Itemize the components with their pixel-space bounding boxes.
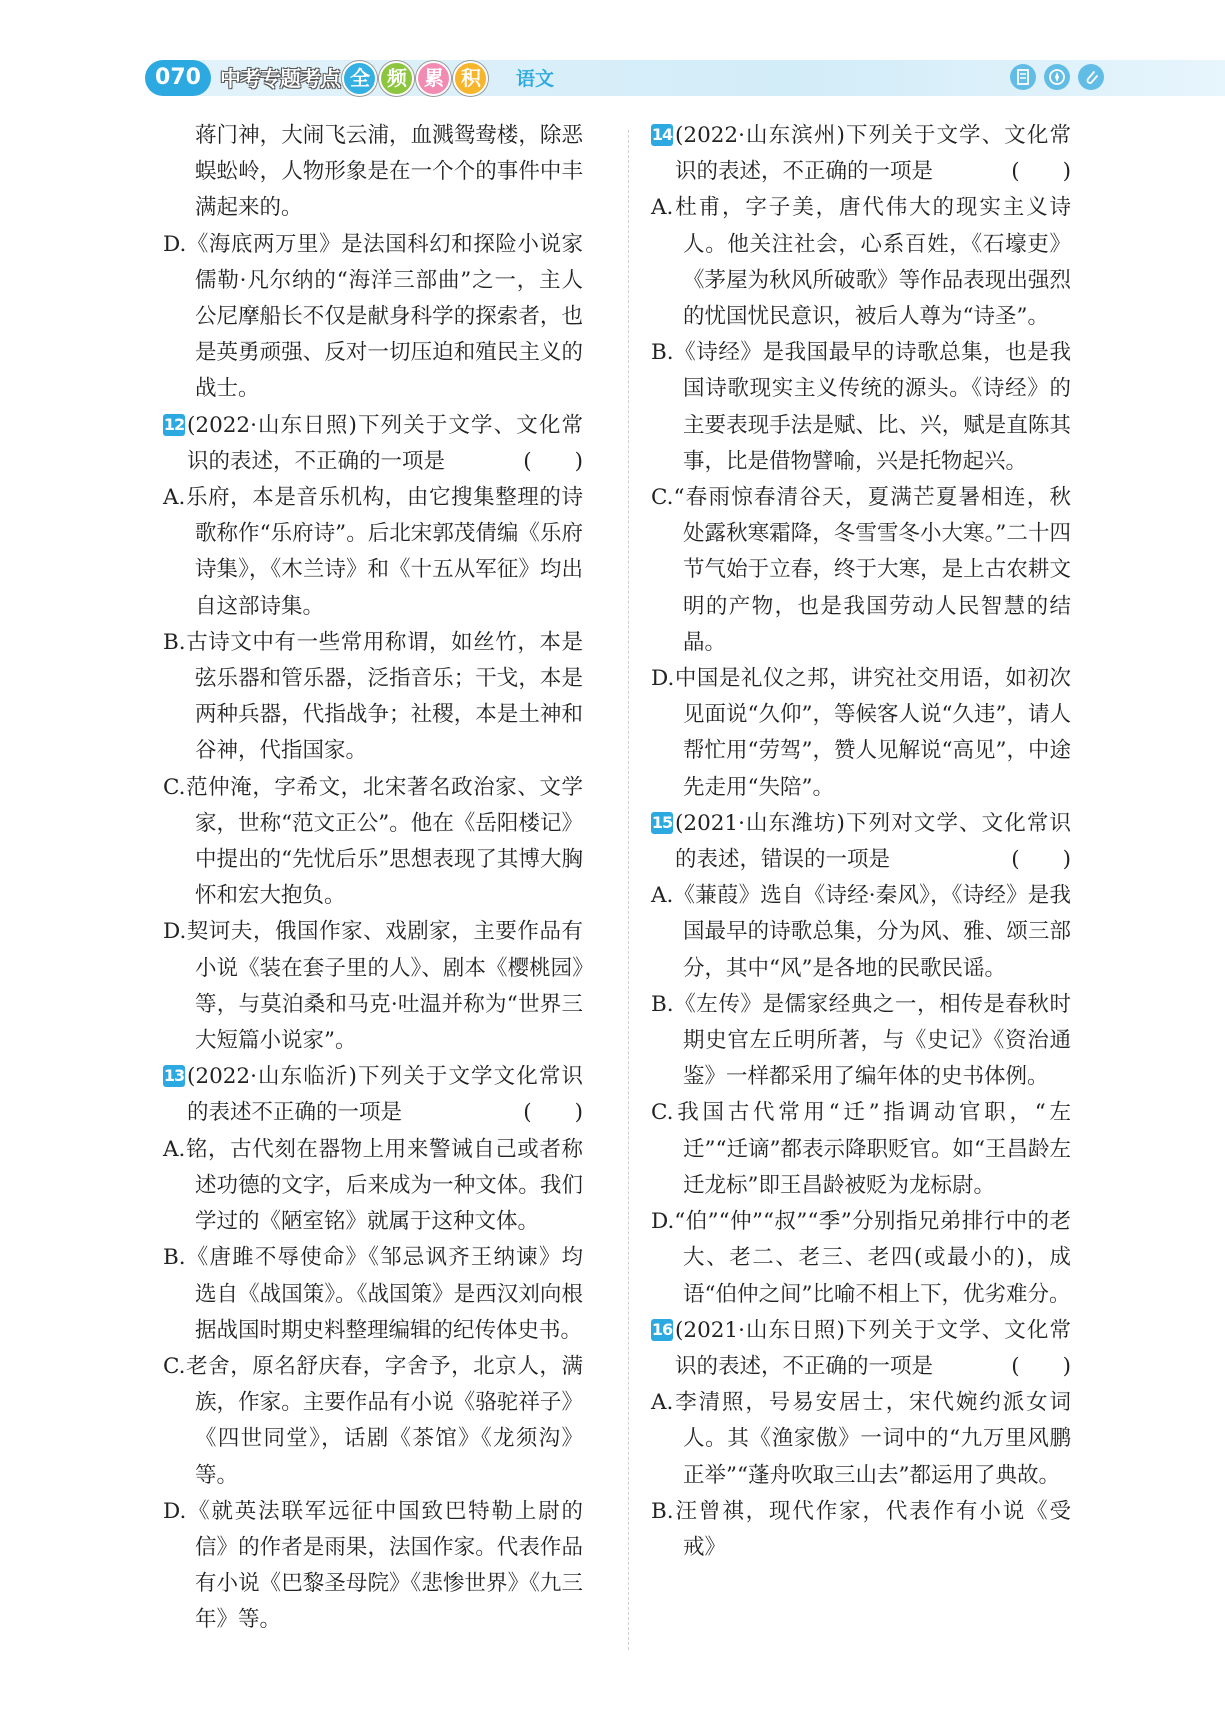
q12-option-c: C.范仲淹，字希文，北宋著名政治家、文学家，世称“范文正公”。他在《岳阳楼记》中提出的“先忧后乐”思想表现了其博大胸怀和宏大抱负。 bbox=[163, 774, 583, 909]
series-badge: 积 bbox=[453, 61, 488, 96]
q16-option-a: A.李清照，号易安居士，宋代婉约派女词人。其《渔家傲》一词中的“九万里风鹏正举”“蓬舟吹取三山去”都运用了典故。 bbox=[651, 1390, 1071, 1488]
compass-icon bbox=[1044, 64, 1070, 90]
answer-blank: ( ) bbox=[1011, 1353, 1071, 1379]
q15-option-d: D.“伯”“仲”“叔”“季”分别指兄弟排行中的老大、老二、老三、老四(或最小的)，成语“伯仲之间”比喻不相上下，优劣难分。 bbox=[651, 1209, 1071, 1307]
q12-option-d: D.契诃夫，俄国作家、戏剧家，主要作品有小说《装在套子里的人》、剧本《樱桃园》等，与莫泊桑和马克·吐温并称为“世界三大短篇小说家”。 bbox=[163, 919, 583, 1054]
page-number: 070 bbox=[145, 60, 211, 96]
answer-blank: ( ) bbox=[1011, 159, 1071, 185]
question-number: 15 bbox=[651, 812, 673, 832]
q14-option-b: B.《诗经》是我国最早的诗歌总集，也是我国诗歌现实主义传统的源头。《诗经》的主要表现手法是赋、比、兴，赋是直陈其事，比是借物譬喻，兴是托物起兴。 bbox=[651, 340, 1071, 474]
series-badge: 累 bbox=[416, 61, 451, 96]
q14-option-a: A.杜甫，字子美，唐代伟大的现实主义诗人。他关注社会，心系百姓，《石壕吏》《茅屋为秋风所破歌》等作品表现出强烈的忧国忧民意识，被后人尊为“诗圣”。 bbox=[651, 195, 1071, 330]
q13-option-b: B.《唐雎不辱使命》《邹忌讽齐王纳谏》均选自《战国策》。《战国策》是西汉刘向根据战国时期史料整理编辑的纪传体史书。 bbox=[163, 1245, 583, 1343]
q16-stem: 16 (2021·山东日照)下列关于文学、文化常识的表述，不正确的一项是 ( ) bbox=[651, 1313, 1071, 1385]
q11-option-d: D.《海底两万里》是法国科幻和探险小说家儒勒·凡尔纳的“海洋三部曲”之一，主人公尼摩船长不仅是献身科学的探索者，也是英勇顽强、反对一切压迫和殖民主义的战士。 bbox=[163, 231, 583, 402]
q16-option-b: B.汪曾祺，现代作家，代表作有小说《受戒》 bbox=[651, 1498, 1071, 1560]
q13-option-d: D.《就英法联军远征中国致巴特勒上尉的信》的作者是雨果，法国作家。代表作品有小说《巴黎圣母院》《悲惨世界》《九三年》等。 bbox=[163, 1498, 583, 1633]
answer-blank: ( ) bbox=[1011, 847, 1071, 873]
answer-blank: ( ) bbox=[523, 448, 583, 474]
q15-option-c: C.我国古代常用“迁”指调动官职，“左迁”“迁谪”都表示降职贬官。如“王昌龄左迁龙标”即王昌龄被贬为龙标尉。 bbox=[651, 1100, 1071, 1198]
series-prefix: 中考专题考点 bbox=[220, 67, 340, 91]
question-number: 14 bbox=[651, 125, 673, 144]
right-column bbox=[651, 118, 1071, 1566]
q14-stem: 14 (2022·山东滨州)下列关于文学、文化常识的表述，不正确的一项是 ( ) bbox=[651, 118, 1071, 190]
continued-text: 蒋门神，大闹飞云浦，血溅鸳鸯楼，除恶蜈蚣岭，人物形象是在一个个的事件中丰满起来的。 bbox=[195, 123, 583, 221]
question-number: 13 bbox=[163, 1066, 185, 1086]
q12-option-a: A.乐府，本是音乐机构，由它搜集整理的诗歌称作“乐府诗”。后北宋郭茂倩编《乐府诗集》，《木兰诗》和《十五从军征》均出自这部诗集。 bbox=[163, 485, 583, 619]
q13-option-a: A.铭，古代刻在器物上用来警诫自己或者称述功德的文字，后来成为一种文体。我们学过的《陋室铭》就属于这种文体。 bbox=[163, 1136, 583, 1235]
q13-stem: 13 (2022·山东临沂)下列关于文学文化常识的表述不正确的一项是 ( ) bbox=[163, 1059, 583, 1131]
answer-blank: ( ) bbox=[523, 1100, 583, 1126]
left-column bbox=[163, 118, 583, 1639]
q14-option-d: D.中国是礼仪之邦，讲究社交用语，如初次见面说“久仰”，等候客人说“久违”，请人帮忙用“劳驾”，赞人见解说“高见”，中途先走用“失陪”。 bbox=[651, 666, 1071, 800]
q12-stem: 12 (2022·山东日照)下列关于文学、文化常识的表述，不正确的一项是 ( ) bbox=[163, 408, 583, 480]
series-badge: 全 bbox=[342, 61, 377, 96]
q15-stem: 15 (2021·山东潍坊)下列对文学、文化常识的表述，错误的一项是 ( ) bbox=[651, 806, 1071, 878]
q13-option-c: C.老舍，原名舒庆春，字舍予，北京人，满族，作家。主要作品有小说《骆驼祥子》《四世同堂》，话剧《茶馆》《龙须沟》等。 bbox=[163, 1353, 583, 1488]
question-number: 12 bbox=[163, 414, 185, 434]
paperclip-icon bbox=[1078, 64, 1104, 90]
q12-option-b: B.古诗文中有一些常用称谓，如丝竹，本是弦乐器和管乐器，泛指音乐；干戈，本是两种兵器，代指战争；社稷，本是土神和谷神，代指国家。 bbox=[163, 629, 583, 764]
series-badge: 频 bbox=[379, 61, 414, 96]
question-number: 16 bbox=[651, 1319, 673, 1339]
column-divider bbox=[628, 130, 629, 1650]
q15-option-a: A.《蒹葭》选自《诗经·秦风》，《诗经》是我国最早的诗歌总集，分为风、雅、颂三部分，其中“风”是各地的民歌民谣。 bbox=[651, 883, 1071, 981]
q14-option-c: C.“春雨惊春清谷天，夏满芒夏暑相连，秋处露秋寒霜降，冬雪雪冬小大寒。”二十四节气始于立春，终于大寒，是上古农耕文明的产物，也是我国劳动人民智慧的结晶。 bbox=[651, 485, 1071, 655]
subject-label: 语文 bbox=[516, 68, 555, 90]
q15-option-b: B.《左传》是儒家经典之一，相传是春秋时期史官左丘明所著，与《史记》《资治通鉴》一样都采用了编年体的史书体例。 bbox=[651, 991, 1071, 1090]
book-icon bbox=[1010, 64, 1036, 90]
series-title bbox=[220, 62, 488, 94]
